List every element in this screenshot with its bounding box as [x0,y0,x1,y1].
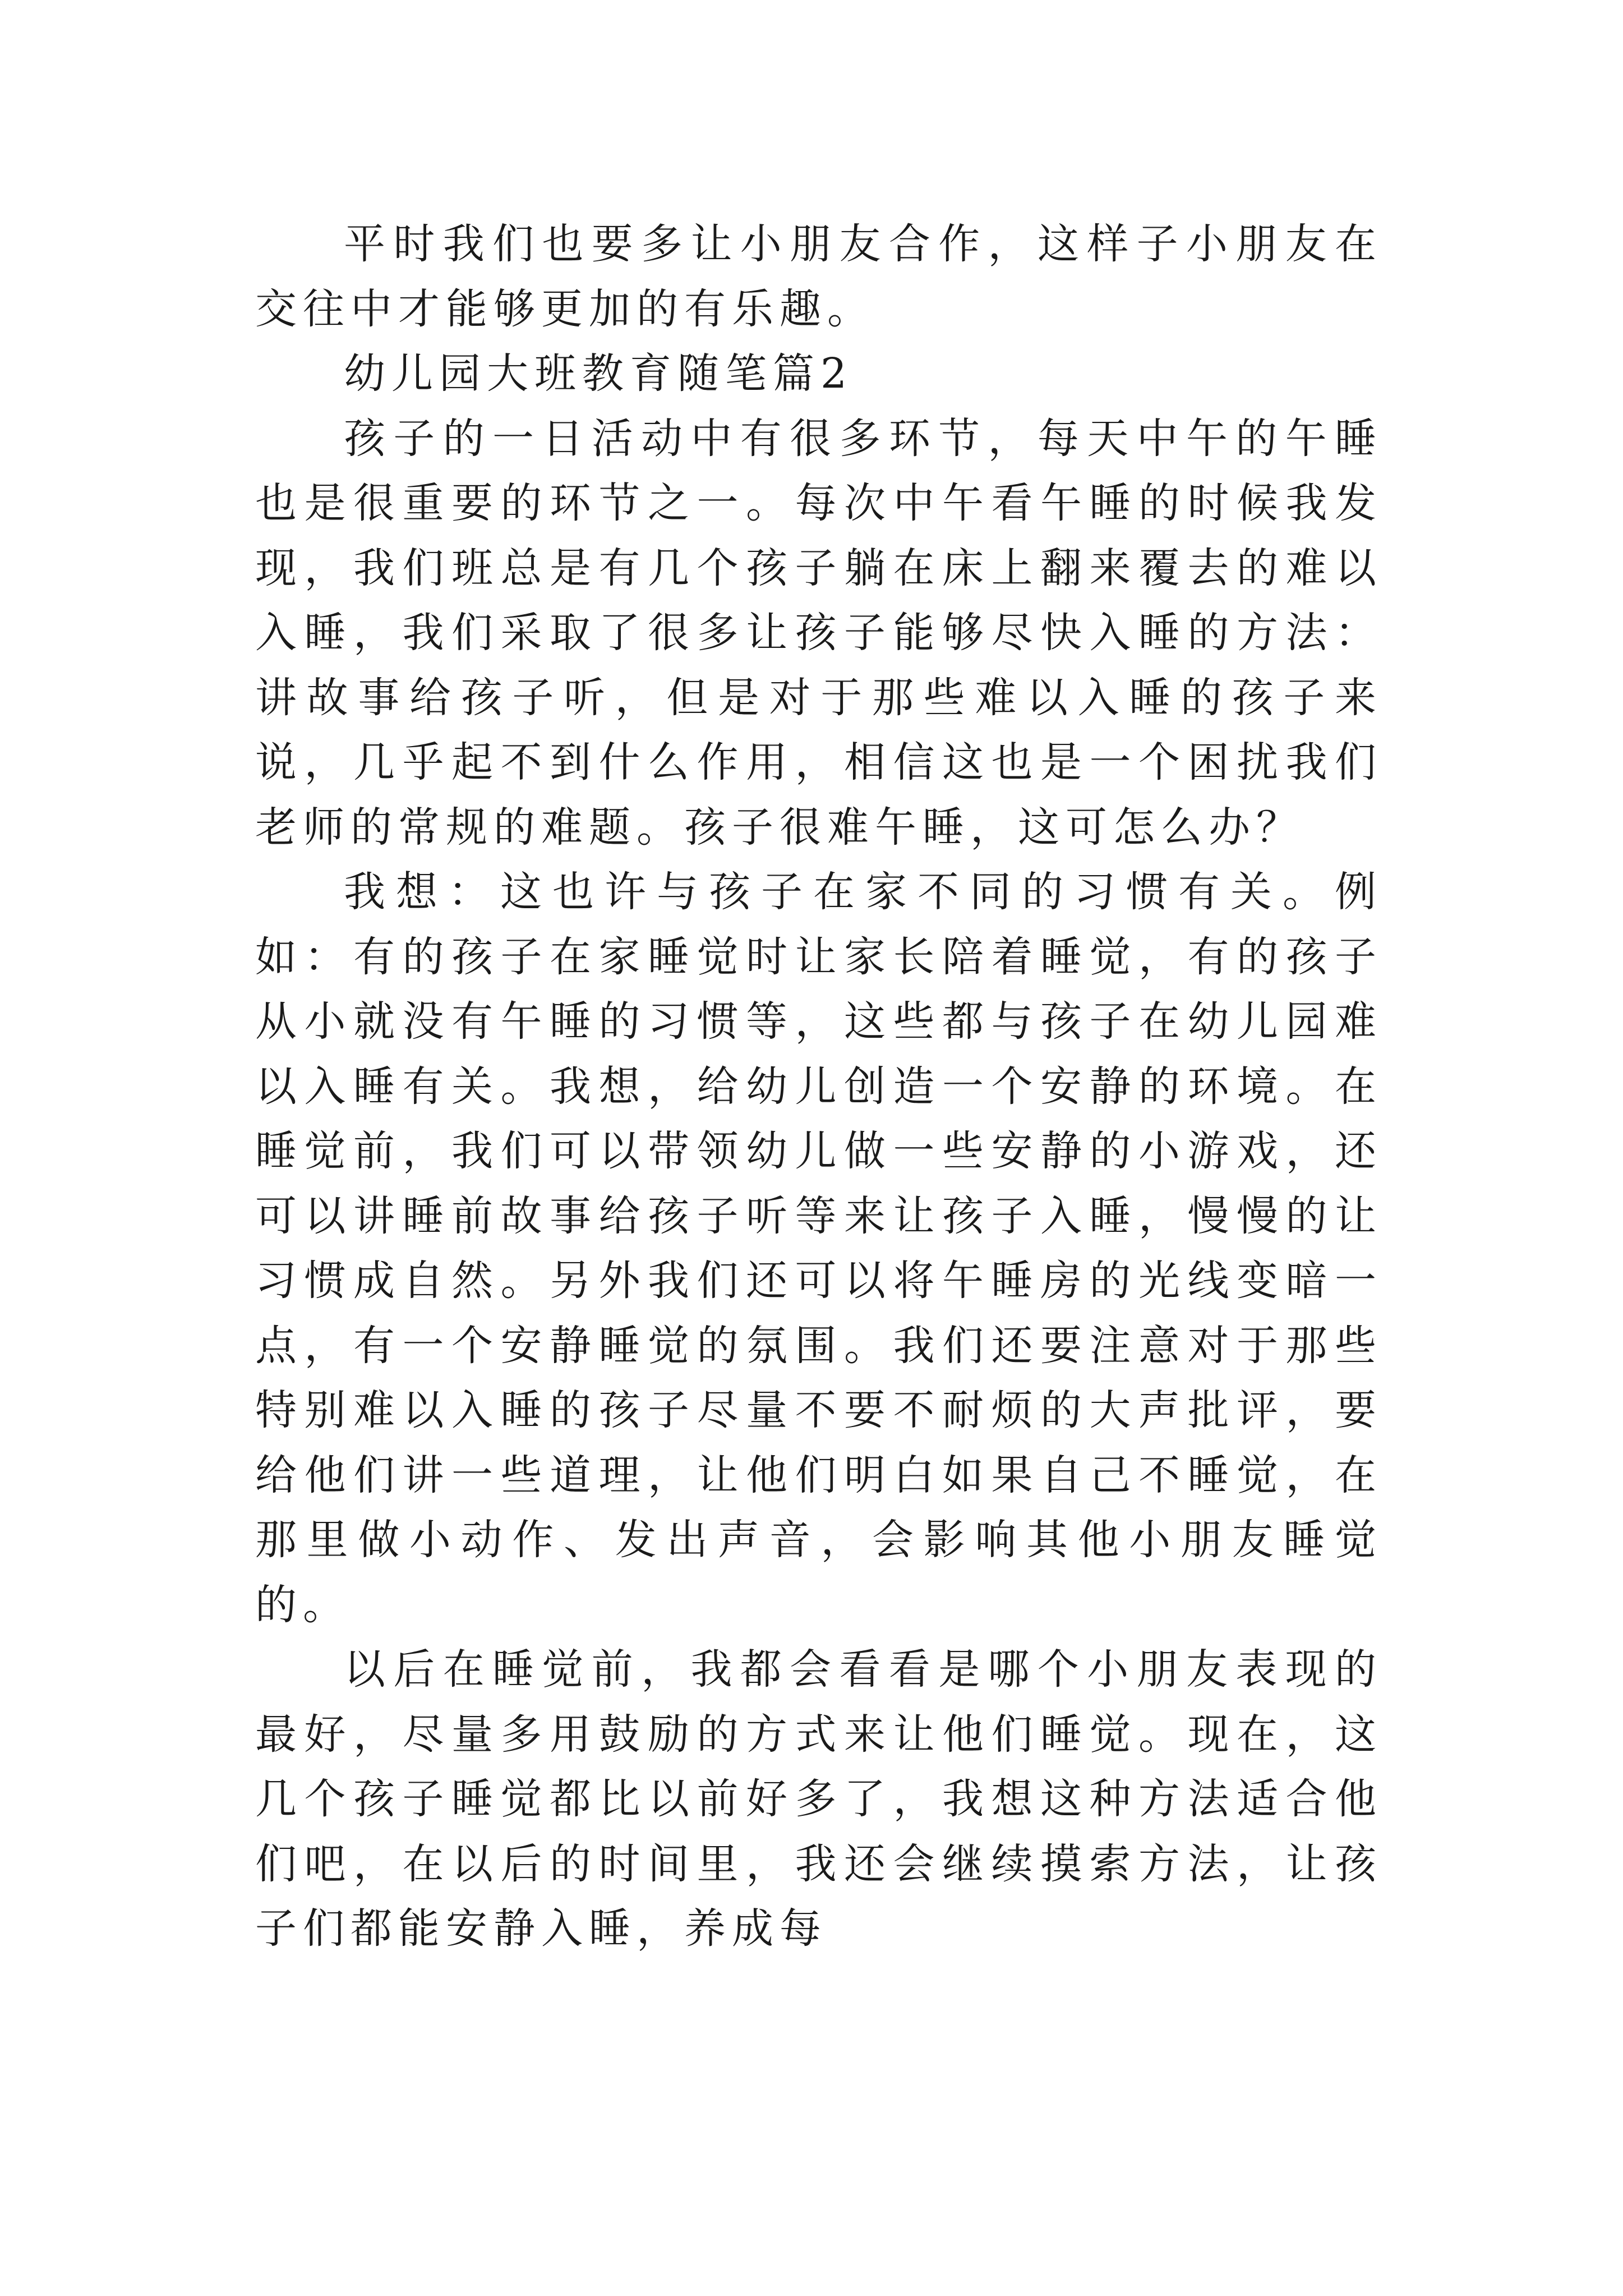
paragraph-cooperation-conclusion: 平时我们也要多让小朋友合作，这样子小朋友在交往中才能够更加的有乐趣。 [255,220,1382,333]
document-body [255,212,1382,1962]
paragraph-nap-reasons-and-methods: 我想：这也许与孩子在家不同的习惯有关。例如：有的孩子在家睡觉时让家长陪着睡觉，有的孩子从小就没有午睡的习惯等，这些都与孩子在幼儿园难以入睡有关。我想，给幼儿创造一个安静的环境。在睡觉前，我们可以带领幼儿做一些安静的小游戏，还可以讲睡前故事给孩子听等来让孩子入睡，慢慢的让习惯成自然。另外我们还可以将午睡房的光线变暗一点，有一个安静睡觉的氛围。我们还要注意对于那些特别难以入睡的孩子尽量不要不耐烦的大声批评，要给他们讲一些道理，让他们明白如果自己不睡觉，在那里做小动作、发出声音，会影响其他小朋友睡觉的。 [255,868,1382,1629]
section-heading: 幼儿园大班教育随笔篇2 [344,349,854,398]
paragraph-nap-follow-up: 以后在睡觉前，我都会看看是哪个小朋友表现的最好，尽量多用鼓励的方式来让他们睡觉。现在，这几个孩子睡觉都比以前好多了，我想这种方法适合他们吧，在以后的时间里，我还会继续摸索方法，让孩子们都能安静入睡，养成每 [255,1645,1382,1953]
paragraph-nap-problem: 孩子的一日活动中有很多环节，每天中午的午睡也是很重要的环节之一。每次中午看午睡的时候我发现，我们班总是有几个孩子躺在床上翻来覆去的难以入睡，我们采取了很多让孩子能够尽快入睡的方法：讲故事给孩子听，但是对于那些难以入睡的孩子来说，几乎起不到什么作用，相信这也是一个困扰我们老师的常规的难题。孩子很难午睡，这可怎么办？ [255,414,1382,852]
